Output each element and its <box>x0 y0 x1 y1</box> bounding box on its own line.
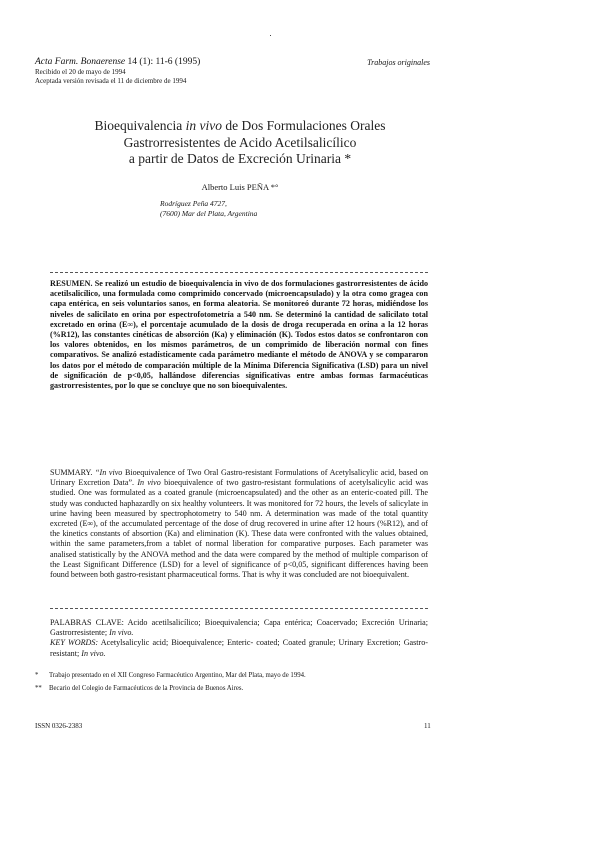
resumen-abstract: RESUMEN. Se realizó un estudio de bioequivalencia in vivo de dos formulaciones gastrorresistentes de ácido acetilsalicílico, una formulada como comprimido concervado (microencapsulado) y la otra como gragea con capa entérica, en seis voluntarios sanos, en forma aleatoria. Se monitoreó durante 72 horas, midiéndose los niveles de salicilato en orina por espectrofotometría a 540 nm. Se determinó la cantidad de salicilato total excretado en orina (E∞), el porcentaje acumulado de la dosis de droga recuperada en orina a la 12 horas (%R12), las constantes cinéticas de absorción (Ka) y eliminación (K). Todos estos datos se confrontaron con los valores obtenidos, en los mismos parámetros, de un comprimido de liberación normal con fines comparativos. Se analizó estadísticamente cada parámetro mediante el método de ANOVA y se compararon los datos por el método de comparación múltiple de la Mínima Diferencia Significativa (LSD) para un nivel de significación de p<0,05, hallándose diferencias significativas entre ambas formas farmacéuticas gastrorresistentes, por lo que se concluye que no son bioequivalentes. <box>50 279 428 391</box>
keywords-block <box>50 618 428 659</box>
summary-label: SUMMARY. <box>50 468 93 477</box>
scan-speck <box>270 35 271 36</box>
abstract-bottom-rule <box>50 608 428 609</box>
author-name: Alberto Luis PEÑA *° <box>201 182 279 192</box>
accepted-date: Aceptada versión revisada el 11 de diciembre de 1994 <box>35 77 187 85</box>
journal-name: Acta Farm. Bonaerense <box>35 57 126 67</box>
title-line-2: Gastrorresistentes de Acido Acetilsalicílico <box>123 134 357 150</box>
section-tag: Trabajos originales <box>367 58 430 67</box>
footnote-mark: ** <box>35 685 42 692</box>
journal-citation <box>35 56 200 68</box>
issn: ISSN 0326-2383 <box>35 722 83 730</box>
received-date: Recibido el 20 de mayo de 1994 <box>35 68 126 76</box>
title-line-3: a partir de Datos de Excreción Urinaria * <box>128 151 352 166</box>
summary-abstract: SUMMARY. “In vivo Bioequivalence of Two Oral Gastro-resistant Formulations of Acetylsalicylic acid, based on Urinary Excretion Data”. In vivo bioequivalence of two gastro-resistant formulations of acetylsalicylic acid was studied. One was formulated as a coated granule (microencapsulated) and the other as an enteric-coated pill. The study was conducted haphazardly on six healthy volunteers. It was monitored for 72 hours, the levels of salicylate in urine having been measured by spectrophotometry to 540 nm. A determination was made of the total quantity excreted (E∞), of the accumulated percentage of the dose of drug recovered in urine after 12 hours (%R12), and of the kinetics constants of absortion (Ka) and elimination (K). These data were confronted with the values obtained, within the same parameters,from a tablet of normal liberation for comparative purposes. Each parameter was analised statistically by the ANOVA method and the data were compared by the method of multiple comparison of the Least Significant Difference (LSD) for a level of significance of p<0,05, significant differences having been found between both gastro-resistant pharmaceutical forms. That is why it was concluded are not bioequivalent. <box>50 468 428 580</box>
author-affiliation <box>160 199 257 219</box>
footnote-text: Trabajo presentado en el XII Congreso Farmacéutico Argentino, Mar del Plata, mayo de 1994. <box>49 672 306 679</box>
footnote <box>35 684 435 693</box>
journal-volume: 14 (1): 11-6 (1995) <box>127 57 201 67</box>
abstract-top-rule <box>50 272 428 273</box>
affiliation-street: Rodríguez Peña 4727, <box>160 199 227 208</box>
footnote-mark: * <box>35 672 39 679</box>
affiliation-city: (7600) Mar del Plata, Argentina <box>160 209 258 218</box>
keywords-english: KEY WORDS: Acetylsalicylic acid; Bioequivalence; Enteric- coated; Coated granule; Urinary Excretion; Gastro-resistant; In vivo. <box>50 638 428 658</box>
page-number: 11 <box>424 722 431 730</box>
received-dates <box>35 68 186 86</box>
footnote-text: Becario del Colegio de Farmacéuticos de la Provincia de Buenos Aires. <box>49 685 244 692</box>
keywords-spanish: PALABRAS CLAVE: Acido acetilsalicílico; Bioequivalencia; Capa entérica; Coacervado; Excreción Urinaria; Gastrorresistente; In vivo. <box>50 618 428 638</box>
footnote <box>35 671 435 680</box>
article-title <box>60 118 420 168</box>
title-line-1: Bioequivalencia in vivo de Dos Formulaciones Orales <box>94 118 386 133</box>
